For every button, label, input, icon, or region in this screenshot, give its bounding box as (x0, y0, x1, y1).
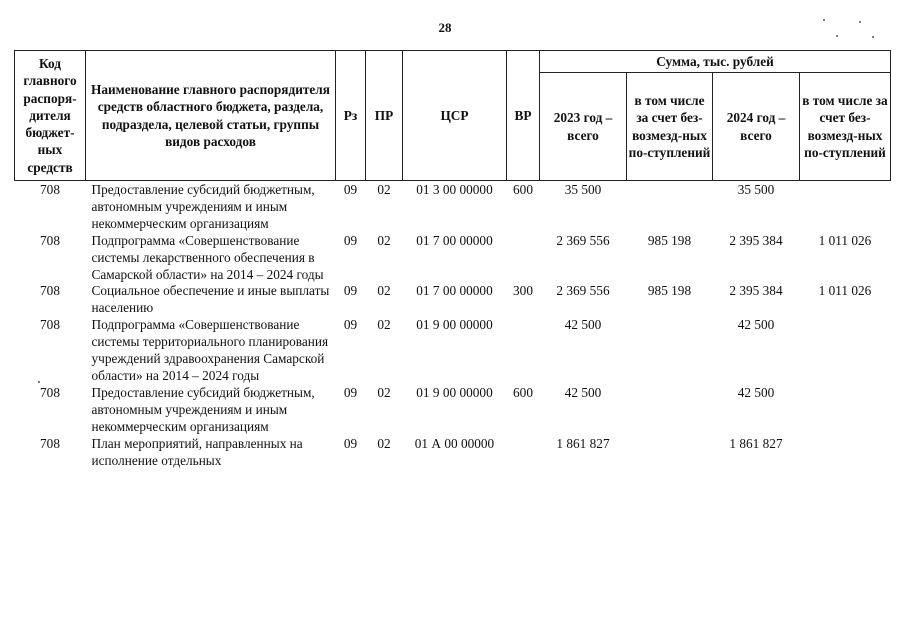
header-2024-total: 2024 год – всего (713, 73, 800, 181)
cell-2023-free (627, 317, 713, 385)
cell-2024-free: 1 011 026 (818, 232, 872, 248)
table-row (15, 233, 891, 284)
table-row (15, 436, 891, 470)
cell-vr: 300 (513, 283, 533, 299)
cell-name: Социальное обеспечение и иные выплаты населению (91, 283, 330, 316)
cell-rz: 09 (343, 232, 358, 248)
cell-2024-free: 1 011 026 (818, 283, 872, 299)
cell-2024-total: 1 861 827 (729, 435, 783, 451)
scan-speck (872, 36, 874, 38)
cell-2024-total: 35 500 (737, 182, 775, 197)
cell-2024-free (800, 317, 891, 385)
cell-code: 708 (40, 182, 60, 197)
cell-code: 708 (40, 384, 60, 400)
cell-2024-free (800, 436, 891, 470)
cell-rz: 09 (343, 182, 358, 197)
cell-name: План мероприятий, направленных на исполнение отдельных (91, 435, 303, 468)
cell-code: 708 (40, 317, 60, 333)
cell-vr (507, 436, 540, 470)
cell-2023-total: 2 369 556 (556, 283, 610, 299)
table-row (15, 385, 891, 436)
table-row (15, 317, 891, 385)
cell-2023-free (627, 436, 713, 470)
cell-pr: 02 (377, 232, 391, 248)
cell-csr: 01 9 00 00000 (416, 317, 493, 333)
cell-2023-total: 1 861 827 (556, 435, 610, 451)
cell-pr: 02 (377, 317, 391, 333)
header-2023-total: 2023 год – всего (540, 73, 627, 181)
table-row (15, 181, 891, 233)
cell-vr (507, 317, 540, 385)
cell-csr: 01 А 00 00000 (414, 435, 495, 451)
cell-code: 708 (40, 232, 60, 248)
header-2023-free: в том числе за счет без-возмезд-ных по-ступлений (627, 73, 713, 181)
table-row (15, 283, 891, 317)
cell-rz: 09 (343, 435, 358, 451)
header-pr: ПР (366, 51, 403, 181)
scan-speck (859, 21, 861, 23)
cell-2023-free: 985 198 (647, 232, 692, 248)
cell-pr: 02 (377, 283, 391, 299)
cell-2023-total: 2 369 556 (556, 232, 610, 248)
cell-2024-total: 42 500 (737, 317, 775, 333)
cell-rz: 09 (343, 384, 358, 400)
cell-2023-free: 985 198 (647, 283, 692, 299)
cell-vr: 600 (513, 182, 533, 197)
page-number: 28 (438, 20, 452, 35)
cell-2024-total: 42 500 (737, 384, 775, 400)
cell-2023-total: 42 500 (564, 317, 602, 333)
header-rz: Рз (336, 51, 366, 181)
cell-pr: 02 (377, 182, 391, 197)
cell-name: Предоставление субсидий бюджетным, автономным учреждениям и иным некоммерческим организациям (91, 384, 315, 434)
cell-2024-free (800, 385, 891, 436)
cell-csr: 01 3 00 00000 (416, 182, 493, 197)
cell-2023-total: 42 500 (564, 384, 602, 400)
cell-2023-free (627, 181, 713, 233)
cell-csr: 01 7 00 00000 (416, 232, 493, 248)
cell-csr: 01 7 00 00000 (416, 283, 493, 299)
cell-vr: 600 (513, 384, 533, 400)
budget-table (14, 50, 891, 469)
cell-pr: 02 (377, 435, 391, 451)
scan-speck (823, 19, 825, 21)
cell-name: Подпрограмма «Совершенствование системы территориального планирования учреждений здравоохранения Самарской области» на 2014 – 2024 годы (91, 317, 329, 383)
cell-2023-free (627, 385, 713, 436)
header-csr: ЦСР (403, 51, 507, 181)
cell-code: 708 (40, 435, 60, 451)
cell-vr (507, 233, 540, 284)
header-code: Код главного распоря-дителя бюджет-ных средств (15, 51, 86, 181)
cell-name: Подпрограмма «Совершенствование системы лекарственного обеспечения в Самарской области» на 2014 – 2024 годы (91, 232, 324, 282)
cell-rz: 09 (343, 283, 358, 299)
cell-name: Предоставление субсидий бюджетным, автономным учреждениям и иным некоммерческим организациям (91, 182, 315, 231)
cell-csr: 01 9 00 00000 (416, 384, 493, 400)
cell-2023-total: 35 500 (564, 182, 602, 197)
header-2024-free: в том числе за счет без-возмезд-ных по-ступлений (800, 73, 891, 181)
header-vr: ВР (507, 51, 540, 181)
header-sum-group: Сумма, тыс. рублей (540, 51, 891, 73)
cell-2024-total: 2 395 384 (729, 232, 783, 248)
cell-2024-total: 2 395 384 (729, 283, 783, 299)
cell-code: 708 (40, 283, 60, 299)
header-name: Наименование главного распорядителя средств областного бюджета, раздела, подраздела, целевой статьи, группы видов расходов (86, 51, 336, 181)
scan-speck (836, 35, 838, 37)
cell-rz: 09 (343, 317, 358, 333)
cell-pr: 02 (377, 384, 391, 400)
cell-2024-free (800, 181, 891, 233)
